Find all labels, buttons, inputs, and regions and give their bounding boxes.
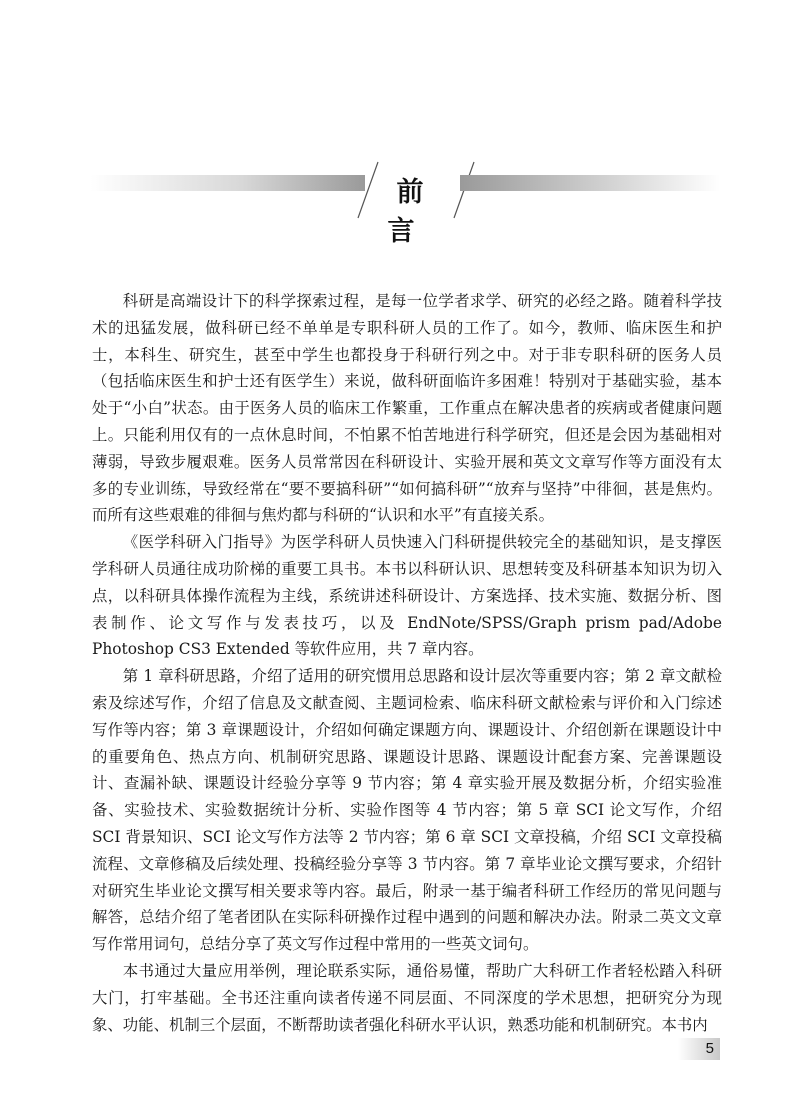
paragraph-3: 第 1 章科研思路，介绍了适用的研究惯用总思路和设计层次等重要内容；第 2 章文献检索及综述写作，介绍了信息及文献查阅、主题词检索、临床科研文献检索与评价和入门综述写作等内容；第 3 章课题设计，介绍如何确定课题方向、课题设计、介绍创新在课题设计中的重要角色、热点方向、机制研究思路、课题设计思路、课题设计配套方案、完善课题设计、查漏补缺、课题设计经验分享等 9 节内容；第 4 章实验开展及数据分析，介绍实验准备、实验技术、实验数据统计分析、实验作图等 4 节内容；第 5 章 SCI 论文写作，介绍 SCI 背景知识、SCI 论文写作方法等 2 节内容；第 6 章 SCI 文章投稿，介绍 SCI 文章投稿流程、文章修稿及后续处理、投稿经验分享等 3 节内容。第 7 章毕业论文撰写要求，介绍针对研究生毕业论文撰写相关要求等内容。最后，附录一基于编者科研工作经历的常见问题与解答，总结介绍了笔者团队在实际科研操作过程中遇到的问题和解决办法。附录二英文文章写作常用词句，总结分享了英文写作过程中常用的一些英文词句。 — [92, 667, 722, 954]
preface-body — [92, 288, 722, 1038]
header-gradient-bar-left — [90, 175, 365, 191]
page-title: 前 言 — [387, 177, 442, 247]
paragraph-1: 科研是高端设计下的科学探索过程，是每一位学者求学、研究的必经之路。随着科学技术的迅猛发展，做科研已经不单单是专职科研人员的工作了。如今，教师、临床医生和护士，本科生、研究生，甚至中学生也都投身于科研行列之中。对于非专职科研的医务人员（包括临床医生和护士还有医学生）来说，做科研面临许多困难！特别对于基础实验，基本处于“小白”状态。由于医务人员的临床工作繁重，工作重点在解决患者的疾病或者健康问题上。只能利用仅有的一点休息时间，不怕累不怕苦地进行科学研究，但还是会因为基础相对薄弱，导致步履艰难。医务人员常常因在科研设计、实验开展和英文文章写作等方面没有太多的专业训练，导致经常在“要不要搞科研”“如何搞科研”“放弃与坚持”中徘徊，甚是焦灼。而所有这些艰难的徘徊与焦灼都与科研的“认识和水平”有直接关系。 — [92, 292, 722, 525]
chapter-header — [90, 160, 720, 247]
paragraph-4: 本书通过大量应用举例，理论联系实际，通俗易懂，帮助广大科研工作者轻松踏入科研大门，打牢基础。全书还注重向读者传递不同层面、不同深度的学术思想，把研究分为现象、功能、机制三个层面，不断帮助读者强化科研水平认识，熟悉功能和机制研究。本书内 — [92, 961, 722, 1034]
header-gradient-bar-right — [460, 175, 720, 191]
paragraph-2: 《医学科研入门指导》为医学科研人员快速入门科研提供较完全的基础知识，是支撑医学科研人员通往成功阶梯的重要工具书。本书以科研认识、思想转变及科研基本知识为切入点，以科研具体操作流程为主线，系统讲述科研设计、方案选择、技术实施、数据分析、图表制作、论文写作与发表技巧，以及 EndNote/SPSS/Graph prism pad/Adobe Photoshop CS3 Extended 等软件应用，共 7 章内容。 — [92, 533, 722, 659]
page-number: 5 — [705, 1040, 714, 1057]
page-number-tab — [678, 1038, 720, 1060]
